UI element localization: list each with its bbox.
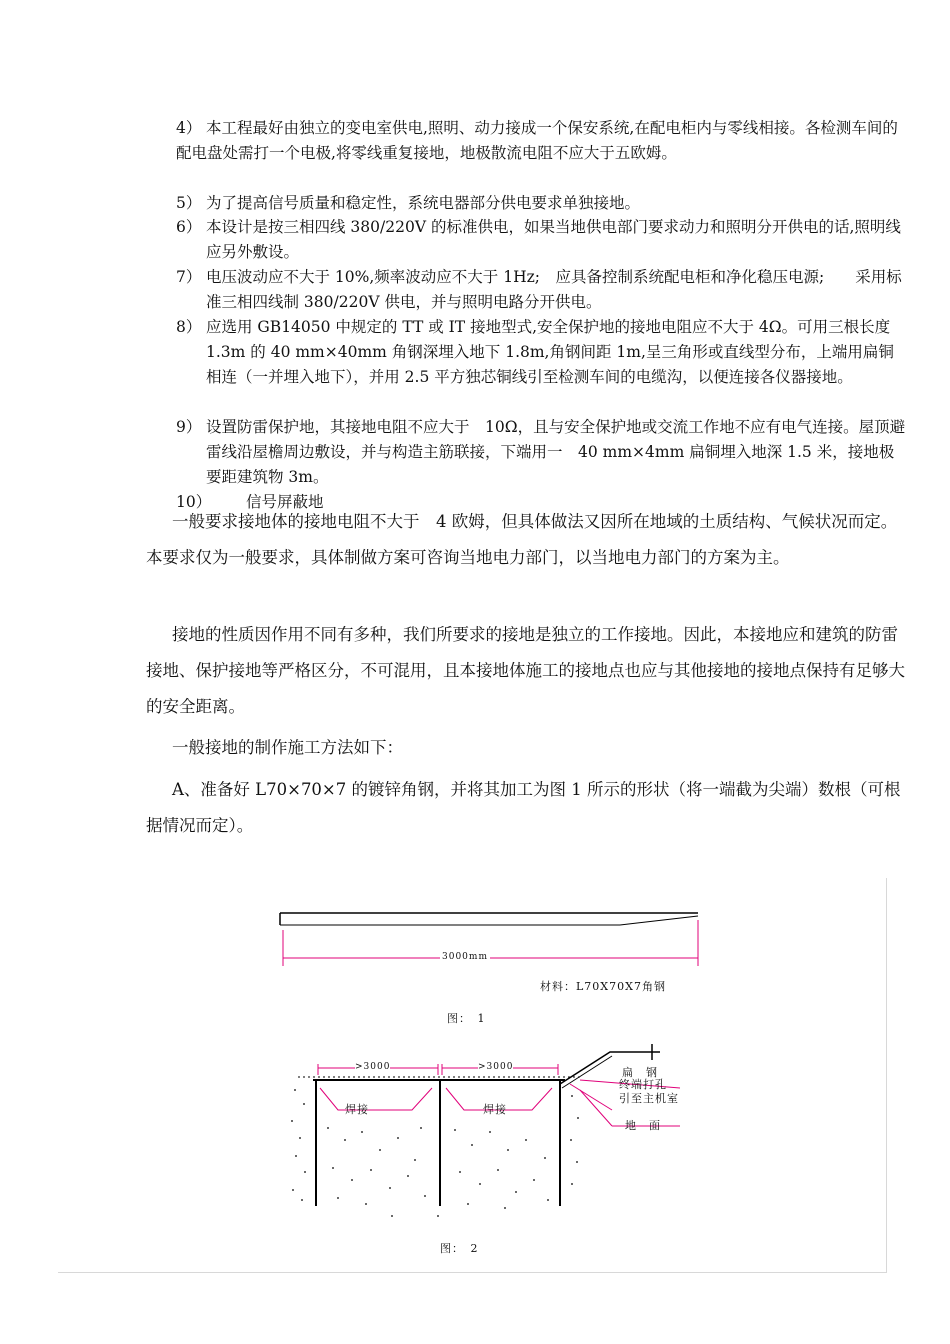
figure-2-spacing-right: >3000 <box>478 1062 514 1072</box>
item-number: 10） <box>176 493 212 511</box>
soil-texture <box>291 1089 579 1217</box>
body-paragraph: A、准备好 L70×70×7 的镀锌角钢，并将其加工为图 1 所示的形状（将一端截为尖端）数根（可根据情况而定）。 <box>146 780 901 835</box>
figure-2-caption: 图： 2 <box>440 1242 479 1255</box>
item-text: 为了提高信号质量和稳定性，系统电器部分供电要求单独接地。 <box>206 194 641 212</box>
item-text: 设置防雷保护地，其接地电阻不应大于 10Ω，且与安全保护地或交流工作地不应有电气连接。屋顶避雷线沿屋檐周边敷设，并与构造主筋联接，下端用一 40 mm×4mm 扁铜埋入地深 1.5 米，接地极要距建筑物 3m。 <box>206 418 906 486</box>
figure-2-label-end-hole: 终端打孔 <box>619 1078 667 1091</box>
figure-2-label-to-room: 引至主机室 <box>619 1092 679 1105</box>
body-paragraph: 一般要求接地体的接地电阻不大于 4 欧姆，但具体做法又因所在地域的土质结构、气候状况而定。本要求仅为一般要求，具体制做方案可咨询当地电力部门，以当地电力部门的方案为主。 <box>146 512 898 567</box>
item-number: 4） <box>176 119 202 137</box>
body-paragraph: 接地的性质因作用不同有多种，我们所要求的接地是独立的工作接地。因此，本接地应和建筑的防雷接地、保护接地等严格区分，不可混用，且本接地体施工的接地点也应与其他接地的接地点保持有足够大的安全距离。 <box>146 625 905 716</box>
item-number: 6） <box>176 218 202 236</box>
item-text: 应选用 GB14050 中规定的 TT 或 IT 接地型式,安全保护地的接地电阻应不大于 4Ω。可用三根长度 1.3m 的 40 mm×40mm 角钢深埋入地下 1.8m,角钢间距 1m,呈三角形或直线型分布，上端用扁铜相连（一并埋入地下），并用 2.5 平方独芯铜线引至检测车间的电缆沟，以便连接各仪器接地。 <box>206 318 894 386</box>
figure-2-weld-left: 焊接 <box>345 1103 369 1116</box>
item-number: 7） <box>176 268 202 286</box>
figure-2-weld-right: 焊接 <box>483 1103 507 1116</box>
item-number: 8） <box>176 318 202 336</box>
figure-1-material: 材料：L70X70X7角钢 <box>540 980 666 993</box>
item-text: 信号屏蔽地 <box>246 493 324 511</box>
body-paragraph: 一般接地的制作施工方法如下： <box>172 738 403 757</box>
item-number: 5） <box>176 194 202 212</box>
figure-2-label-ground: 地 面 <box>625 1119 661 1132</box>
item-number: 9） <box>176 418 202 436</box>
item-text: 本工程最好由独立的变电室供电,照明、动力接成一个保安系统,在配电柜内与零线相接。各检测车间的配电盘处需打一个电极,将零线重复接地，地极散流电阻不应大于五欧姆。 <box>176 119 898 162</box>
figure-1-caption: 图： 1 <box>447 1012 486 1025</box>
item-text: 本设计是按三相四线 380/220V 的标准供电，如果当地供电部门要求动力和照明分开供电的话,照明线应另外敷设。 <box>206 218 901 261</box>
figure-1-dimension: 3000mm <box>442 952 488 962</box>
figure-2-spacing-left: >3000 <box>355 1062 391 1072</box>
item-text: 电压波动应不大于 10%,频率波动应不大于 1Hz; 应具备控制系统配电柜和净化稳压电源; 采用标准三相四线制 380/220V 供电，并与照明电路分开供电。 <box>206 268 902 311</box>
figure-2-label-flat-steel: 扁 钢 <box>622 1066 658 1079</box>
